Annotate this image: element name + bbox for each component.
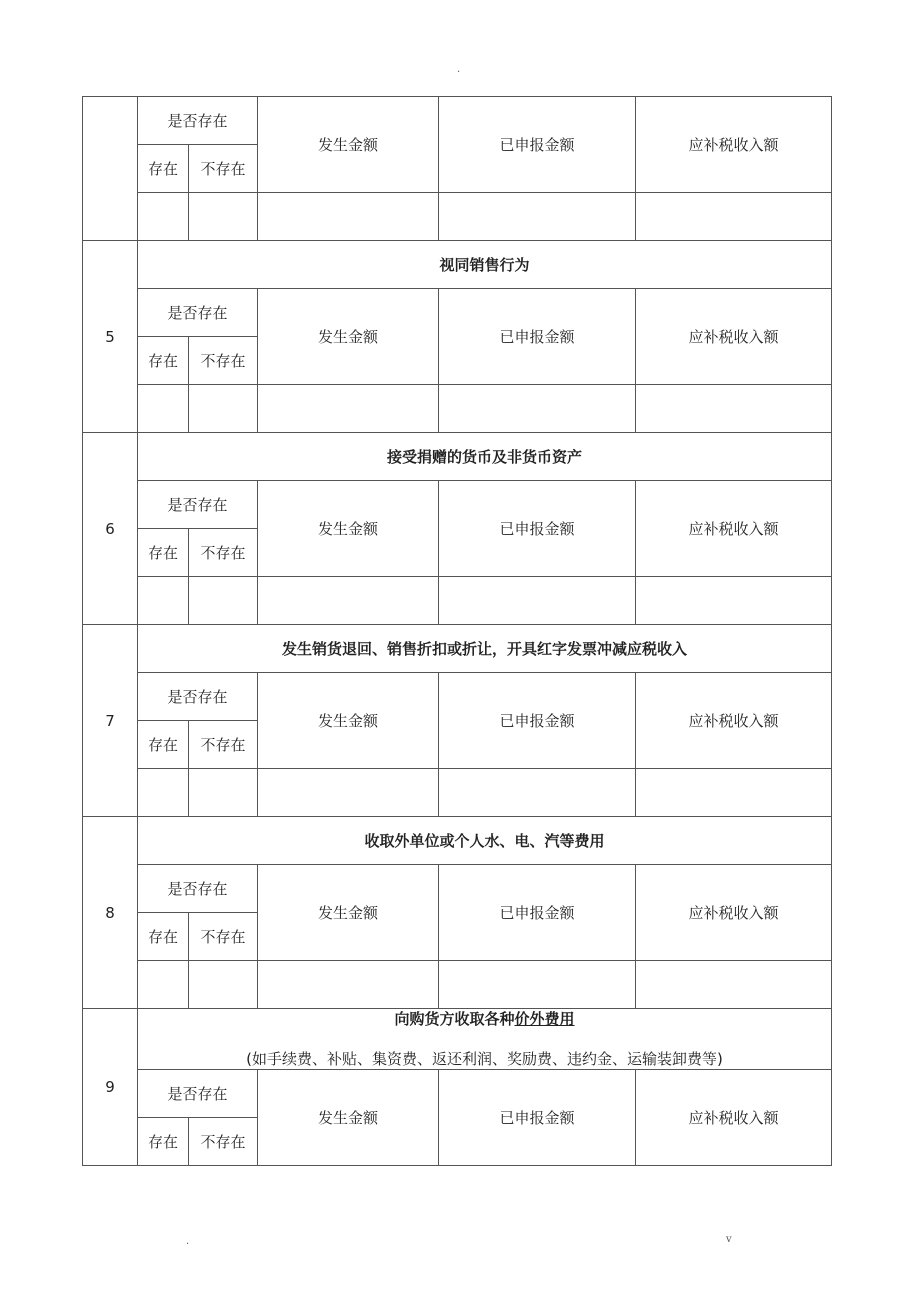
exists-yes-cell[interactable] bbox=[138, 193, 189, 241]
amount-cell[interactable] bbox=[258, 961, 439, 1009]
section-number-cell bbox=[83, 97, 138, 241]
supplement-header: 应补税收入额 bbox=[636, 289, 832, 385]
input-row bbox=[83, 193, 832, 241]
declared-cell[interactable] bbox=[439, 961, 636, 1009]
supplement-header: 应补税收入额 bbox=[636, 481, 832, 577]
exists-no-label: 不存在 bbox=[189, 913, 258, 961]
declared-header: 已申报金额 bbox=[439, 1070, 636, 1166]
exists-yes-label: 存在 bbox=[138, 145, 189, 193]
exists-no-label: 不存在 bbox=[189, 337, 258, 385]
amount-cell[interactable] bbox=[258, 193, 439, 241]
supplement-cell[interactable] bbox=[636, 193, 832, 241]
exists-yes-label: 存在 bbox=[138, 721, 189, 769]
table-row bbox=[83, 1009, 832, 1070]
amount-header: 发生金额 bbox=[258, 673, 439, 769]
exists-yes-cell[interactable] bbox=[138, 385, 189, 433]
footer-left-mark: . bbox=[186, 1236, 190, 1247]
exists-question: 是否存在 bbox=[138, 481, 258, 529]
exists-no-cell[interactable] bbox=[189, 193, 258, 241]
amount-header: 发生金额 bbox=[258, 289, 439, 385]
exists-no-label: 不存在 bbox=[189, 1118, 258, 1166]
exists-no-label: 不存在 bbox=[189, 145, 258, 193]
section-title-text: 向购货方收取各种 bbox=[394, 1010, 515, 1028]
section-number: 6 bbox=[83, 433, 138, 625]
exists-no-cell[interactable] bbox=[189, 769, 258, 817]
table-row bbox=[83, 433, 832, 481]
amount-cell[interactable] bbox=[258, 385, 439, 433]
exists-no-label: 不存在 bbox=[189, 721, 258, 769]
section-title: 收取外单位或个人水、电、汽等费用 bbox=[138, 817, 832, 865]
amount-header: 发生金额 bbox=[258, 865, 439, 961]
amount-header: 发生金额 bbox=[258, 97, 439, 193]
exists-question: 是否存在 bbox=[138, 289, 258, 337]
exists-yes-label: 存在 bbox=[138, 337, 189, 385]
section-title: 接受捐赠的货币及非货币资产 bbox=[138, 433, 832, 481]
input-row bbox=[83, 769, 832, 817]
supplement-cell[interactable] bbox=[636, 769, 832, 817]
declared-header: 已申报金额 bbox=[439, 673, 636, 769]
section-number: 9 bbox=[83, 1009, 138, 1166]
supplement-cell[interactable] bbox=[636, 577, 832, 625]
exists-yes-cell[interactable] bbox=[138, 961, 189, 1009]
exists-yes-label: 存在 bbox=[138, 1118, 189, 1166]
supplement-cell[interactable] bbox=[636, 961, 832, 1009]
exists-question: 是否存在 bbox=[138, 1070, 258, 1118]
tax-check-table bbox=[82, 96, 832, 1166]
exists-question: 是否存在 bbox=[138, 97, 258, 145]
supplement-header: 应补税收入额 bbox=[636, 1070, 832, 1166]
declared-header: 已申报金额 bbox=[439, 865, 636, 961]
exists-no-label: 不存在 bbox=[189, 529, 258, 577]
declared-cell[interactable] bbox=[439, 385, 636, 433]
input-row bbox=[83, 961, 832, 1009]
declared-cell[interactable] bbox=[439, 577, 636, 625]
amount-header: 发生金额 bbox=[258, 1070, 439, 1166]
declared-header: 已申报金额 bbox=[439, 97, 636, 193]
supplement-header: 应补税收入额 bbox=[636, 865, 832, 961]
table-row bbox=[83, 1070, 832, 1118]
exists-question: 是否存在 bbox=[138, 865, 258, 913]
amount-cell[interactable] bbox=[258, 769, 439, 817]
table-row bbox=[83, 865, 832, 913]
table-row bbox=[83, 241, 832, 289]
exists-yes-label: 存在 bbox=[138, 913, 189, 961]
exists-no-cell[interactable] bbox=[189, 577, 258, 625]
declared-cell[interactable] bbox=[439, 769, 636, 817]
section-title: 发生销货退回、销售折扣或折让，开具红字发票冲减应税收入 bbox=[138, 625, 832, 673]
input-row bbox=[83, 385, 832, 433]
table-row bbox=[83, 97, 832, 145]
section-number: 5 bbox=[83, 241, 138, 433]
declared-cell[interactable] bbox=[439, 193, 636, 241]
supplement-header: 应补税收入额 bbox=[636, 97, 832, 193]
section-title bbox=[138, 1009, 832, 1070]
amount-cell[interactable] bbox=[258, 577, 439, 625]
amount-header: 发生金额 bbox=[258, 481, 439, 577]
section-note: (如手续费、补贴、集资费、返还利润、奖励费、违约金、运输装卸费等) bbox=[246, 1050, 723, 1068]
table-row bbox=[83, 625, 832, 673]
exists-yes-label: 存在 bbox=[138, 529, 189, 577]
exists-yes-cell[interactable] bbox=[138, 769, 189, 817]
declared-header: 已申报金额 bbox=[439, 481, 636, 577]
section-number: 7 bbox=[83, 625, 138, 817]
footer-right-mark: v bbox=[726, 1234, 732, 1245]
header-mark: . bbox=[457, 64, 461, 75]
exists-no-cell[interactable] bbox=[189, 385, 258, 433]
exists-yes-cell[interactable] bbox=[138, 577, 189, 625]
exists-no-cell[interactable] bbox=[189, 961, 258, 1009]
section-number: 8 bbox=[83, 817, 138, 1009]
input-row bbox=[83, 577, 832, 625]
declared-header: 已申报金额 bbox=[439, 289, 636, 385]
exists-question: 是否存在 bbox=[138, 673, 258, 721]
supplement-header: 应补税收入额 bbox=[636, 673, 832, 769]
table-row bbox=[83, 817, 832, 865]
table-row bbox=[83, 289, 832, 337]
supplement-cell[interactable] bbox=[636, 385, 832, 433]
table-row bbox=[83, 481, 832, 529]
table-row bbox=[83, 673, 832, 721]
section-title: 视同销售行为 bbox=[138, 241, 832, 289]
section-title-underlined: 价外费用 bbox=[514, 1010, 575, 1028]
